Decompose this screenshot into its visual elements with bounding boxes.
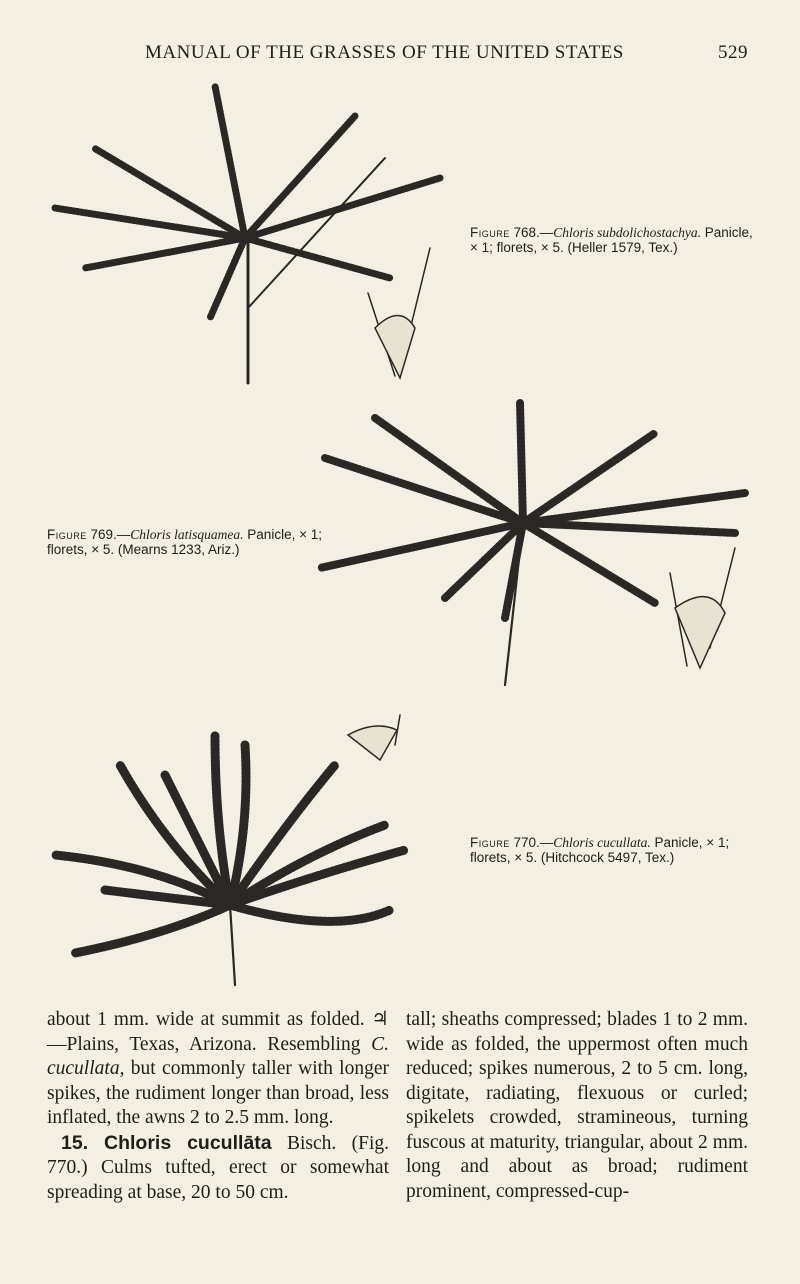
species-name: Chloris cucullata. (553, 835, 651, 850)
figure-768-illustration (50, 78, 450, 388)
page-number: 529 (718, 42, 748, 63)
figure-details: Panicle, × 1; florets, × 5. (Hitchcock 5497, Tex.) (470, 835, 730, 865)
figure-label: Figure (470, 225, 510, 240)
species-name: Chloris subdolichostachya. (553, 225, 702, 240)
running-header (40, 38, 748, 68)
paragraph: tall; sheaths compressed; blades 1 to 2 mm. wide as folded, the uppermost often much reduced; spikes numerous, 2 to 5 cm. long, digitate, radiating, flexuous or curled; spikelets crowded, stramineous, turning fuscous at maturity, triangular, about 2 mm. long and about as broad; rudiment prominent, compressed-cup- (406, 1009, 748, 1202)
figure-details: Panicle, × 1; florets, × 5. (Heller 1579, Tex.) (470, 225, 753, 255)
figure-770-caption (470, 835, 760, 865)
figure-number: 768.— (509, 225, 554, 240)
body-column-right (406, 1008, 748, 1204)
running-title: MANUAL OF THE GRASSES OF THE UNITED STATES (145, 42, 624, 63)
figure-label: Figure (47, 527, 87, 542)
text-run: Bisch. (Fig. 770.) Culms tufted, erect or somewhat spreading at base, 20 to 50 cm. (47, 1132, 389, 1203)
figure-770-illustration (45, 705, 415, 990)
species-name: Chloris latisquamea. (130, 527, 244, 542)
perennial-symbol: ♃ (371, 1009, 389, 1030)
figure-number: 769.— (86, 527, 131, 542)
text-run: about 1 mm. wide at summit as folded. (47, 1009, 372, 1030)
figure-769-caption (47, 527, 332, 557)
figure-label: Figure (470, 835, 510, 850)
figure-769-illustration (315, 398, 750, 690)
figure-768-caption (470, 225, 760, 255)
species-heading: 15. Chloris cucullāta (61, 1131, 272, 1154)
text-run: —Plains, Texas, Arizona. Resembling (47, 1033, 372, 1055)
figure-number: 770.— (509, 835, 554, 850)
text-run: but commonly taller with longer spikes, the rudiment longer than broad, less inflated, the awns 2 to 2.5 mm. long. (47, 1058, 389, 1128)
species-reference: C. cucullata, (47, 1033, 389, 1079)
figure-details: Panicle, × 1; florets, × 5. (Mearns 1233, Ariz.) (47, 527, 322, 557)
paragraph (47, 1131, 389, 1206)
body-column-left (47, 1008, 389, 1205)
paragraph (47, 1008, 389, 1131)
